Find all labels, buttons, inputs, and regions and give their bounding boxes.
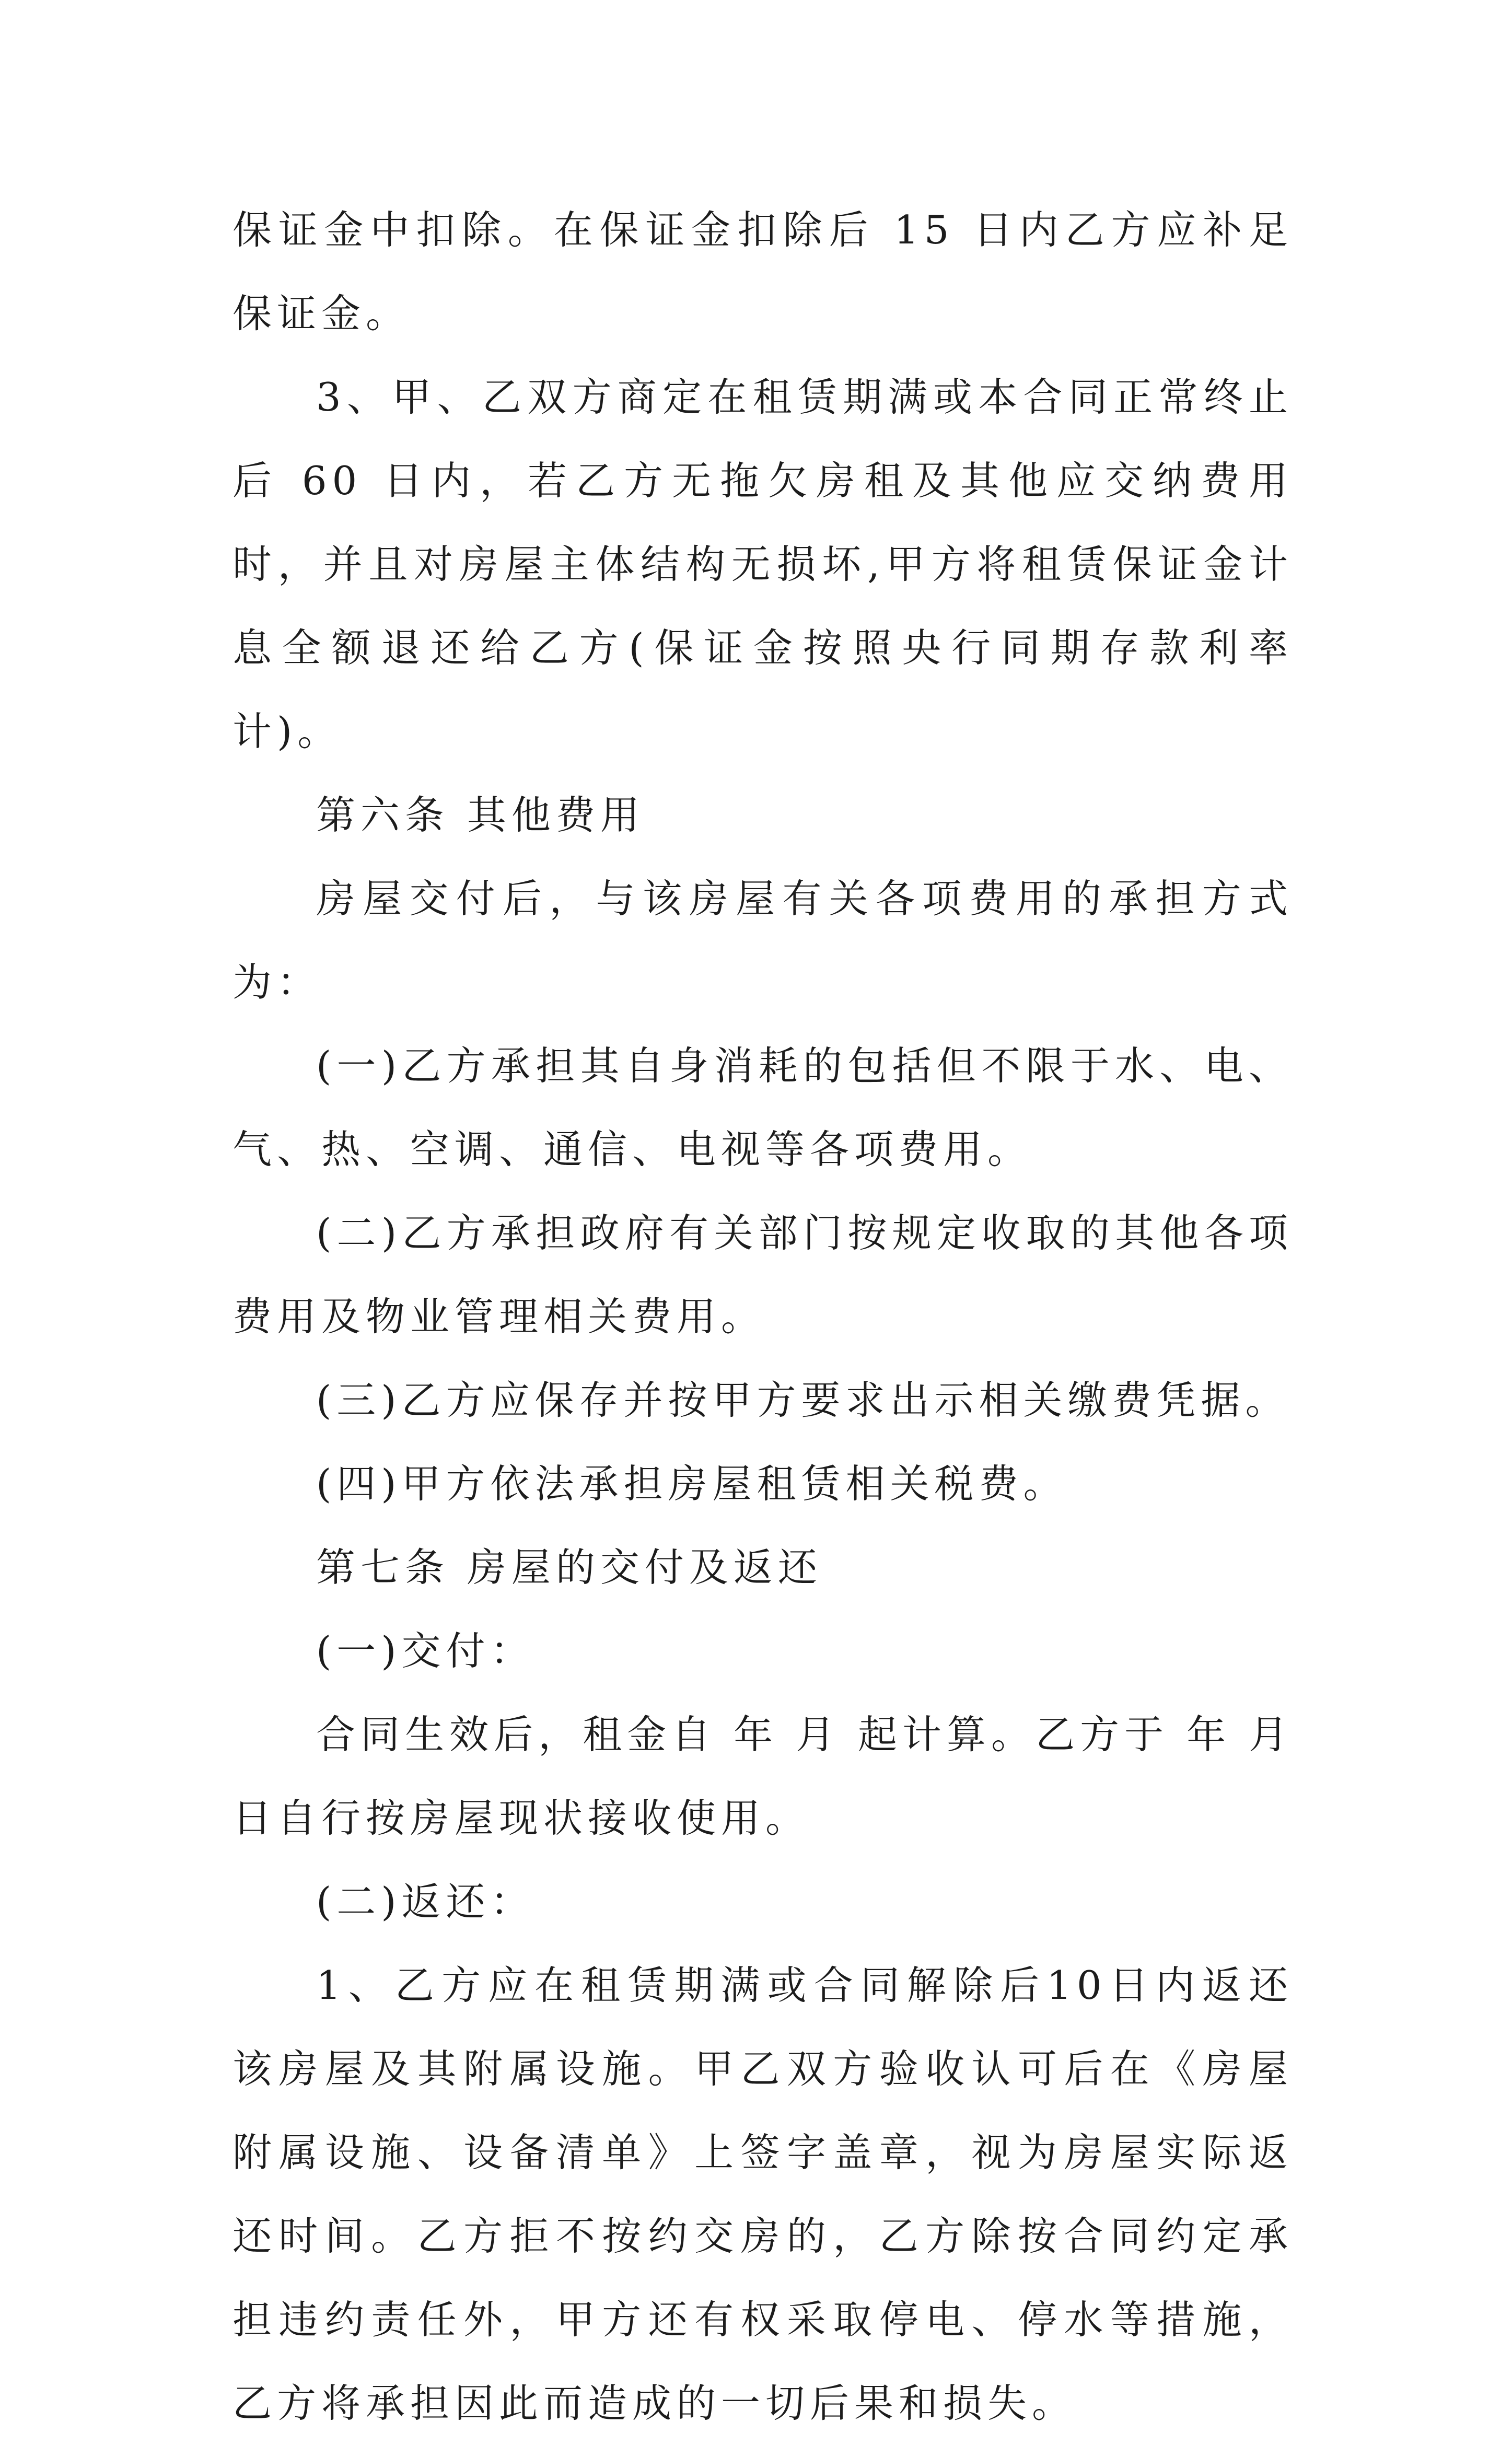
paragraph-item-four: (四)甲方依法承担房屋租赁相关税费。 [316,1461,1068,1507]
paragraph-item-two: (二)乙方承担政府有关部门按规定收取的其他各项费用及物业管理相关费用。 [232,1210,1293,1340]
paragraph-fee-bearing: 房屋交付后，与该房屋有关各项费用的承担方式为： [232,876,1293,1005]
subheading-delivery: (一)交付： [316,1628,535,1674]
article-seven-heading: 第七条 房屋的交付及返还 [316,1544,822,1590]
document-body [232,188,1293,2445]
paragraph-deposit-deduction: 保证金中扣除。在保证金扣除后 15 日内乙方应补足保证金。 [232,207,1293,336]
paragraph-delivery-terms: 合同生效后，租金自 年 月 起计算。乙方于 年 月 日自行按房屋现状接收使用。 [232,1712,1293,1841]
paragraph-deposit-refund: 3、甲、乙双方商定在租赁期满或本合同正常终止后 60 日内，若乙方无拖欠房租及其他应交纳费用时，并且对房屋主体结构无损坏,甲方将租赁保证金计息全额退还给乙方(保证金按照央行同期存款利率计)。 [232,374,1293,754]
paragraph-item-three: (三)乙方应保存并按甲方要求出示相关缴费凭据。 [316,1377,1290,1423]
subheading-return: (二)返还： [316,1879,535,1925]
paragraph-return-terms: 1、乙方应在租赁期满或合同解除后10日内返还该房屋及其附属设施。甲乙双方验收认可后在《房屋附属设施、设备清单》上签字盖章，视为房屋实际返还时间。乙方拒不按约交房的，乙方除按合同约定承担违约责任外，甲方还有权采取停电、停水等措施，乙方将承担因此而造成的一切后果和损失。 [232,1962,1293,2426]
article-six-heading: 第六条 其他费用 [316,792,645,838]
paragraph-item-one: (一)乙方承担其自身消耗的包括但不限于水、电、气、热、空调、通信、电视等各项费用。 [232,1043,1293,1172]
